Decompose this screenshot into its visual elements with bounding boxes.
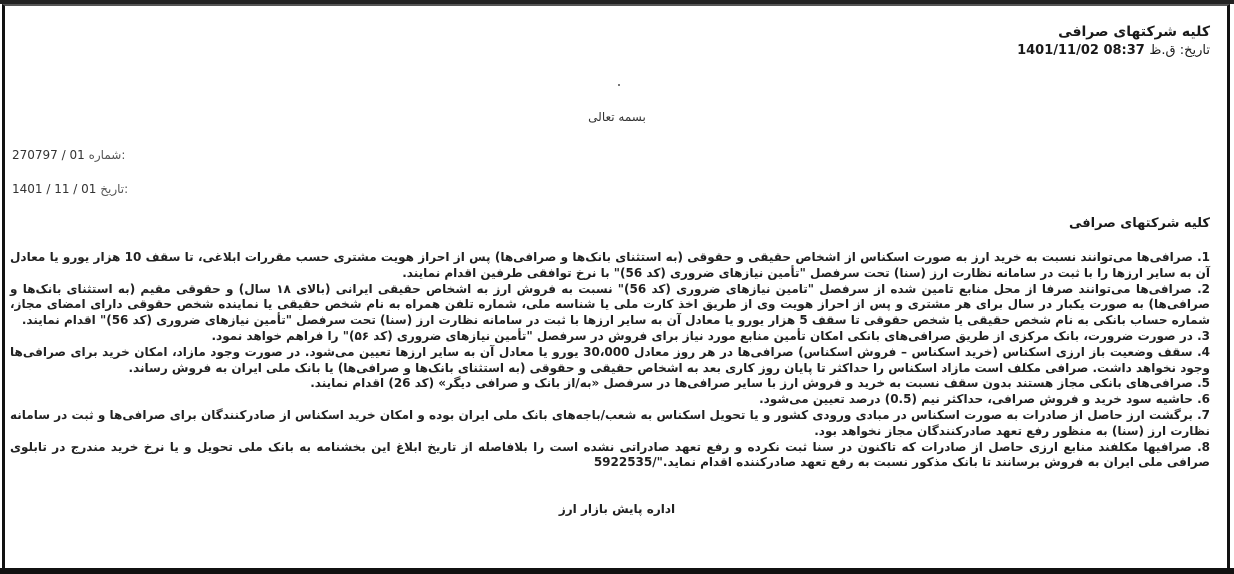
letter-body [10, 250, 1210, 471]
header-date [1017, 43, 1210, 58]
paragraph-8: 8. صرافیها مکلفند منابع ارزی حاصل از صادرات که تاکنون در سنا ثبت نکرده و رفع تعهد صادراتی نشده است را بلافاصله از تاریخ ابلاغ این بخشنامه به بانک ملی تحویل و یا نرخ خرید مندرج در تابلوی صرافی ملی ایران به فروش برسانند تا بانک مذکور نسبت به رفع تعهد صادرکننده اقدام نماید."/5922535 [10, 439, 1210, 470]
header-date-value: 1401/11/02 08:37 [1017, 43, 1145, 58]
header-company: کلیه شرکتهای صرافی [1058, 24, 1210, 40]
paragraph-4: 4. سقف وضعیت باز ارزی اسکناس (خرید اسکناس – فروش اسکناس) صرافی‌ها در هر روز معادل 30،000 یورو یا معادل آن به سایر ارزها تعیین می‌شود. در صورت وجود مازاد، امکان خرید برای صرافی‌ها وجود نخواهد داشت. صرافی مکلف است مازاد اسکناس را حداکثر تا پایان روز کاری بعد به اشخاص حقیقی و حقوقی (به استثنای بانک‌ها و صرافی‌ها) یا بانک ملی ایران به فروش رساند. [10, 344, 1210, 375]
paragraph-6: 6. حاشیه سود خرید و فروش صرافی، حداکثر نیم (0.5) درصد تعیین می‌شود. [759, 392, 1210, 407]
header-date-label: تاریخ: ق.ظ [1149, 43, 1210, 58]
signature: اداره پایش بازار ارز [558, 502, 676, 516]
paragraph-2: 2. صرافی‌ها می‌توانند صرفا از محل منابع تامین شده از سرفصل "تامین نیازهای ضروری (کد 56)" نسبت به فروش ارز به اشخاص حقیقی ایرانی (بالای ۱۸ سال) و حقوقی مقیم (به استثنای بانک‌ها و صرافی‌ها) به صورت یکبار در سال برای هر مشتری و پس از احراز هویت وی از طریق اخذ کارت ملی یا شناسه ملی، شماره تلفن همراه به نام شخص حقیقی یا نماینده شخص حقوقی دارای امضای مجاز، شماره حساب بانکی به نام شخص حقیقی یا شخص حقوقی تا سقف 5 هزار یورو یا معادل آن به سایر ارزها با ثبت در سامانه نظارت ارز (سنا) تحت سرفصل "تأمین نیازهای ضروری (کد 56)" اقدام نمایند. [10, 281, 1210, 328]
paragraph-5: 5. صرافی‌های بانکی مجاز هستند بدون سقف نسبت به خرید و فروش ارز با سایر صرافی‌ها در سرفصل «به/از بانک و صرافی دیگر» (کد 26) اقدام نمایند. [310, 376, 1210, 391]
letter-number-label: شماره: [88, 148, 126, 162]
letter-date-value: 1401 / 11 / 01 [12, 182, 97, 196]
letter-date-label: تاریخ: [100, 182, 129, 196]
bottom-border [0, 568, 1234, 574]
speck [618, 84, 620, 86]
bismillah: بسمه تعالی [588, 110, 646, 124]
letter-number [12, 148, 125, 162]
addressee: کلیه شرکتهای صرافی [1069, 216, 1210, 231]
paragraph-3: 3. در صورت ضرورت، بانک مرکزی از طریق صرافی‌های بانکی امکان تأمین منابع مورد نیاز برای فروش در سرفصل "تأمین نیازهای ضروری (کد ۵۶)" را فراهم خواهد نمود. [211, 328, 1210, 343]
paragraph-1: 1. صرافی‌ها می‌توانند نسبت به خرید ارز به صورت اسکناس از اشخاص حقیقی و حقوقی (به استثنای بانک‌ها و صرافی‌ها) پس از احراز هویت مشتری حسب مقررات ابلاغی، تا سقف 10 هزار یورو یا معادل آن به سایر ارزها را با ثبت در سامانه نظارت ارز (سنا) تحت سرفصل "تأمین نیازهای ضروری (کد 56)" با نرخ توافقی طرفین اقدام نمایند. [10, 250, 1210, 280]
letter-date [12, 182, 128, 196]
paragraph-7: 7. برگشت ارز حاصل از صادرات به صورت اسکناس در مبادی ورودی کشور و یا تحویل اسکناس به شعب/باجه‌های بانک ملی ایران بوده و امکان خرید اسکناس از صادرکنندگان برای صرافی‌ها و ثبت در سامانه نظارت ارز (سنا) به منظور رفع تعهد صادرکنندگان مجاز نخواهد بود. [10, 407, 1210, 438]
letter-number-value: 270797 / 01 [12, 148, 85, 162]
